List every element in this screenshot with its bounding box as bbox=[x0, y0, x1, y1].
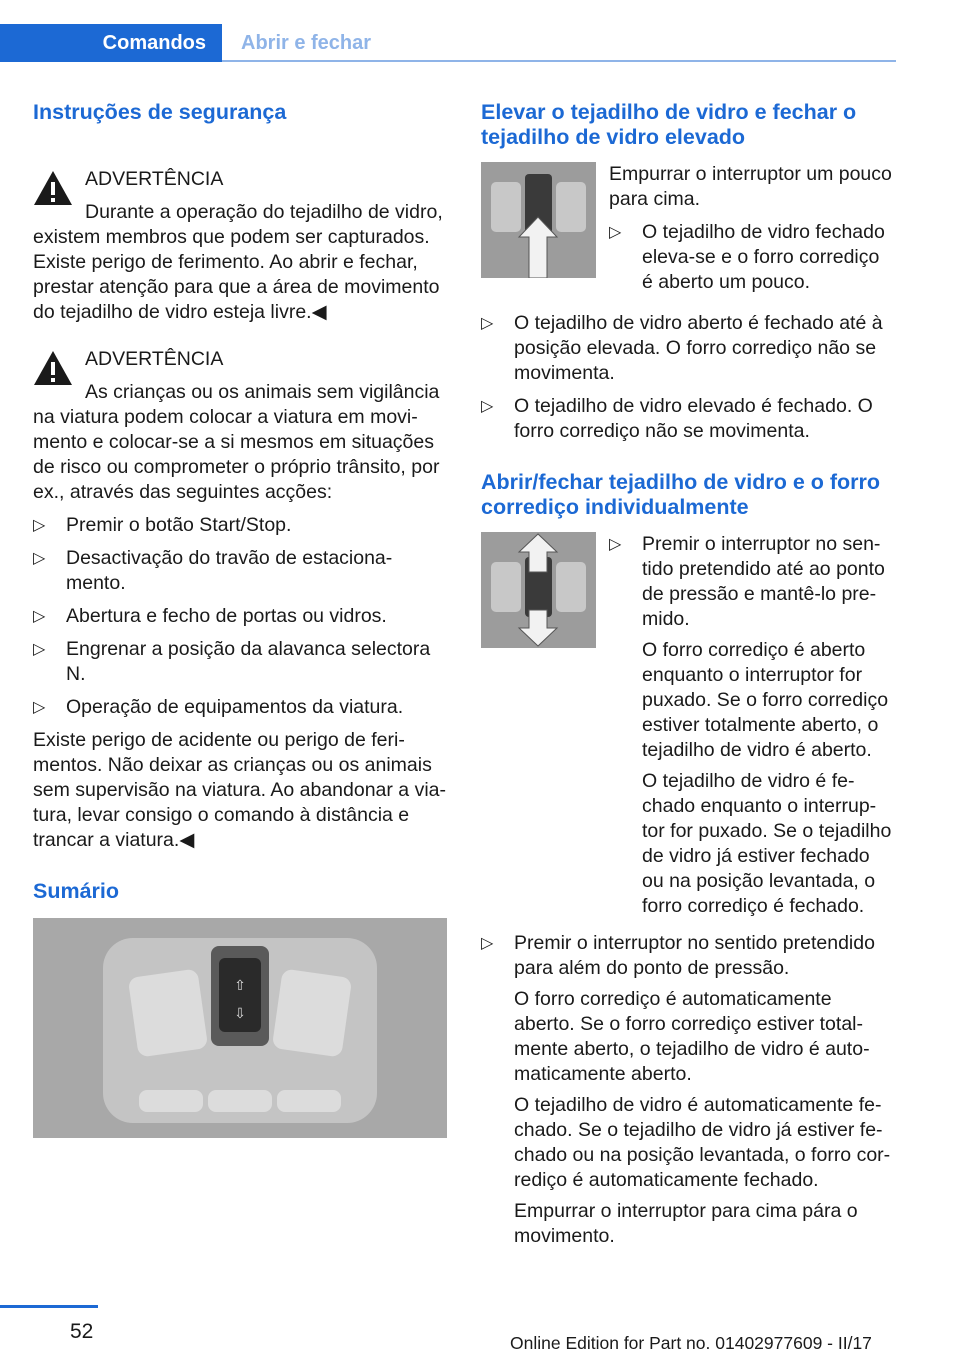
summary-photo bbox=[33, 918, 447, 1138]
tab-abrir-e-fechar[interactable]: Abrir e fechar bbox=[241, 31, 372, 54]
header-bar bbox=[0, 0, 960, 62]
bullet-triangle-icon: ▷ bbox=[33, 641, 46, 658]
warning-closing-2: Existe perigo de acidente ou perigo de feri‐mentos. Não deixar as crianças ou os animais sem supervisão na viatura. Ao abandonar a via‐tura, levar consigo o comando à distância e trancar a viatura.◀ bbox=[33, 729, 446, 851]
warning-triangle-icon bbox=[33, 349, 73, 387]
tab-comandos[interactable]: Comandos bbox=[0, 24, 222, 62]
individual-list-2 bbox=[481, 931, 895, 1249]
edition-note: Online Edition for Part no. 01402977609 - II/17 bbox=[510, 1333, 872, 1353]
list-item: ▷ Operação de equipamentos da viatura. bbox=[33, 696, 404, 718]
summary-title: Sumário bbox=[33, 879, 120, 903]
warning-text-2: As crianças ou os animais sem vigilância na viatura podem colocar a viatura em movi‐mento e colocar-se a si mesmos em situações de risco ou comprometer o próprio trânsito, por ex., através das seguintes acções: bbox=[33, 381, 440, 503]
left-column bbox=[33, 100, 447, 1138]
list-item: ▷ Abertura e fecho de portas ou vidros. bbox=[33, 605, 387, 627]
header-divider bbox=[222, 60, 896, 62]
warning-action-list bbox=[33, 513, 447, 720]
switch-up-photo bbox=[481, 162, 596, 278]
svg-text:⇧: ⇧ bbox=[234, 978, 246, 994]
switch-updown-illustration bbox=[481, 532, 596, 648]
footer-divider bbox=[0, 1305, 98, 1308]
list-item: ▷ Engrenar a posição da alavanca selectora N. bbox=[33, 638, 431, 685]
svg-text:⇩: ⇩ bbox=[234, 1006, 246, 1022]
list-item: ▷ Premir o interruptor no sen‐tido pretendido até ao ponto de pressão e mantê-lo pre‐mido. O forro corrediço é aberto enquanto o interruptor for puxado. Se o forro corrediço estiver totalmente aberto, o tejadilho de vidro é aberto. O tejadilho de vidro é fe‐chado enquanto o interrup‐tor for puxado. Se o tejadilho de vidro já estiver fechado ou na posição levantada, o forro corrediço é fechado. bbox=[609, 533, 892, 917]
warning-label-2: ADVERTÊNCIA bbox=[85, 348, 224, 370]
list-item: ▷ O tejadilho de vidro elevado é fechado. O forro corrediço não se movimenta. bbox=[481, 395, 873, 442]
switch-up-illustration bbox=[481, 162, 596, 278]
bullet-triangle-icon: ▷ bbox=[33, 550, 46, 567]
raise-sub-list bbox=[609, 220, 895, 295]
bullet-triangle-icon: ▷ bbox=[33, 517, 46, 534]
bullet-triangle-icon: ▷ bbox=[481, 935, 494, 952]
bullet-triangle-icon: ▷ bbox=[609, 536, 622, 553]
list-item: ▷ Desactivação do travão de estaciona‐mento. bbox=[33, 547, 393, 594]
list-item: ▷ O tejadilho de vidro aberto é fechado até à posição elevada. O forro corrediço não se movimenta. bbox=[481, 312, 883, 384]
bullet-triangle-icon: ▷ bbox=[33, 608, 46, 625]
page-number: 52 bbox=[70, 1320, 94, 1343]
individual-title: Abrir/fechar tejadilho de vidro e o forro corrediço individualmente bbox=[481, 470, 881, 519]
warning-label-1: ADVERTÊNCIA bbox=[85, 168, 224, 190]
bullet-triangle-icon: ▷ bbox=[33, 699, 46, 716]
individual-list-1 bbox=[609, 532, 895, 919]
switch-updown-photo bbox=[481, 532, 596, 648]
individual-figure-row bbox=[481, 532, 895, 927]
raise-list bbox=[481, 311, 895, 444]
raise-title: Elevar o tejadilho de vidro e fechar o tejadilho de vidro elevado bbox=[481, 100, 857, 149]
bullet-triangle-icon: ▷ bbox=[609, 224, 622, 241]
safety-title: Instruções de segurança bbox=[33, 100, 287, 124]
overhead-console-illustration bbox=[33, 918, 447, 1138]
raise-figure-row bbox=[481, 162, 895, 303]
warning-text-1: Durante a operação do tejadilho de vidro, existem membros que podem ser capturados. Existe perigo de ferimento. Ao abrir e fechar, prestar atenção para que a área de movimento do tejadilho de vidro esteja livre.◀ bbox=[33, 201, 443, 323]
list-item: ▷ O tejadilho de vidro fechado eleva-se e o forro corrediço é aberto um pouco. bbox=[609, 221, 885, 293]
individual-instructions bbox=[596, 532, 895, 927]
raise-instructions bbox=[596, 162, 895, 303]
warning-block-1 bbox=[33, 167, 447, 325]
bullet-triangle-icon: ▷ bbox=[481, 398, 494, 415]
bullet-triangle-icon: ▷ bbox=[481, 315, 494, 332]
warning-triangle-icon bbox=[33, 169, 73, 207]
warning-block-2 bbox=[33, 347, 447, 853]
list-item: ▷ Premir o interruptor no sentido pretendido para além do ponto de pressão. O forro corrediço é automaticamente aberto. Se o forro corrediço estiver total‐mente aberto, o tejadilho de vidro é auto‐maticamente aberto. O tejadilho de vidro é automaticamente fe‐chado. Se o tejadilho de vidro já estiver fe‐chado ou na posição levantada, o forro cor‐rediço é automaticamente fechado. Empurrar o interruptor para cima pára o movimento. bbox=[481, 932, 891, 1247]
list-item: ▷ Premir o botão Start/Stop. bbox=[33, 514, 292, 536]
right-column bbox=[481, 100, 895, 1257]
raise-intro: Empurrar o interruptor um pouco para cima. bbox=[609, 163, 892, 210]
